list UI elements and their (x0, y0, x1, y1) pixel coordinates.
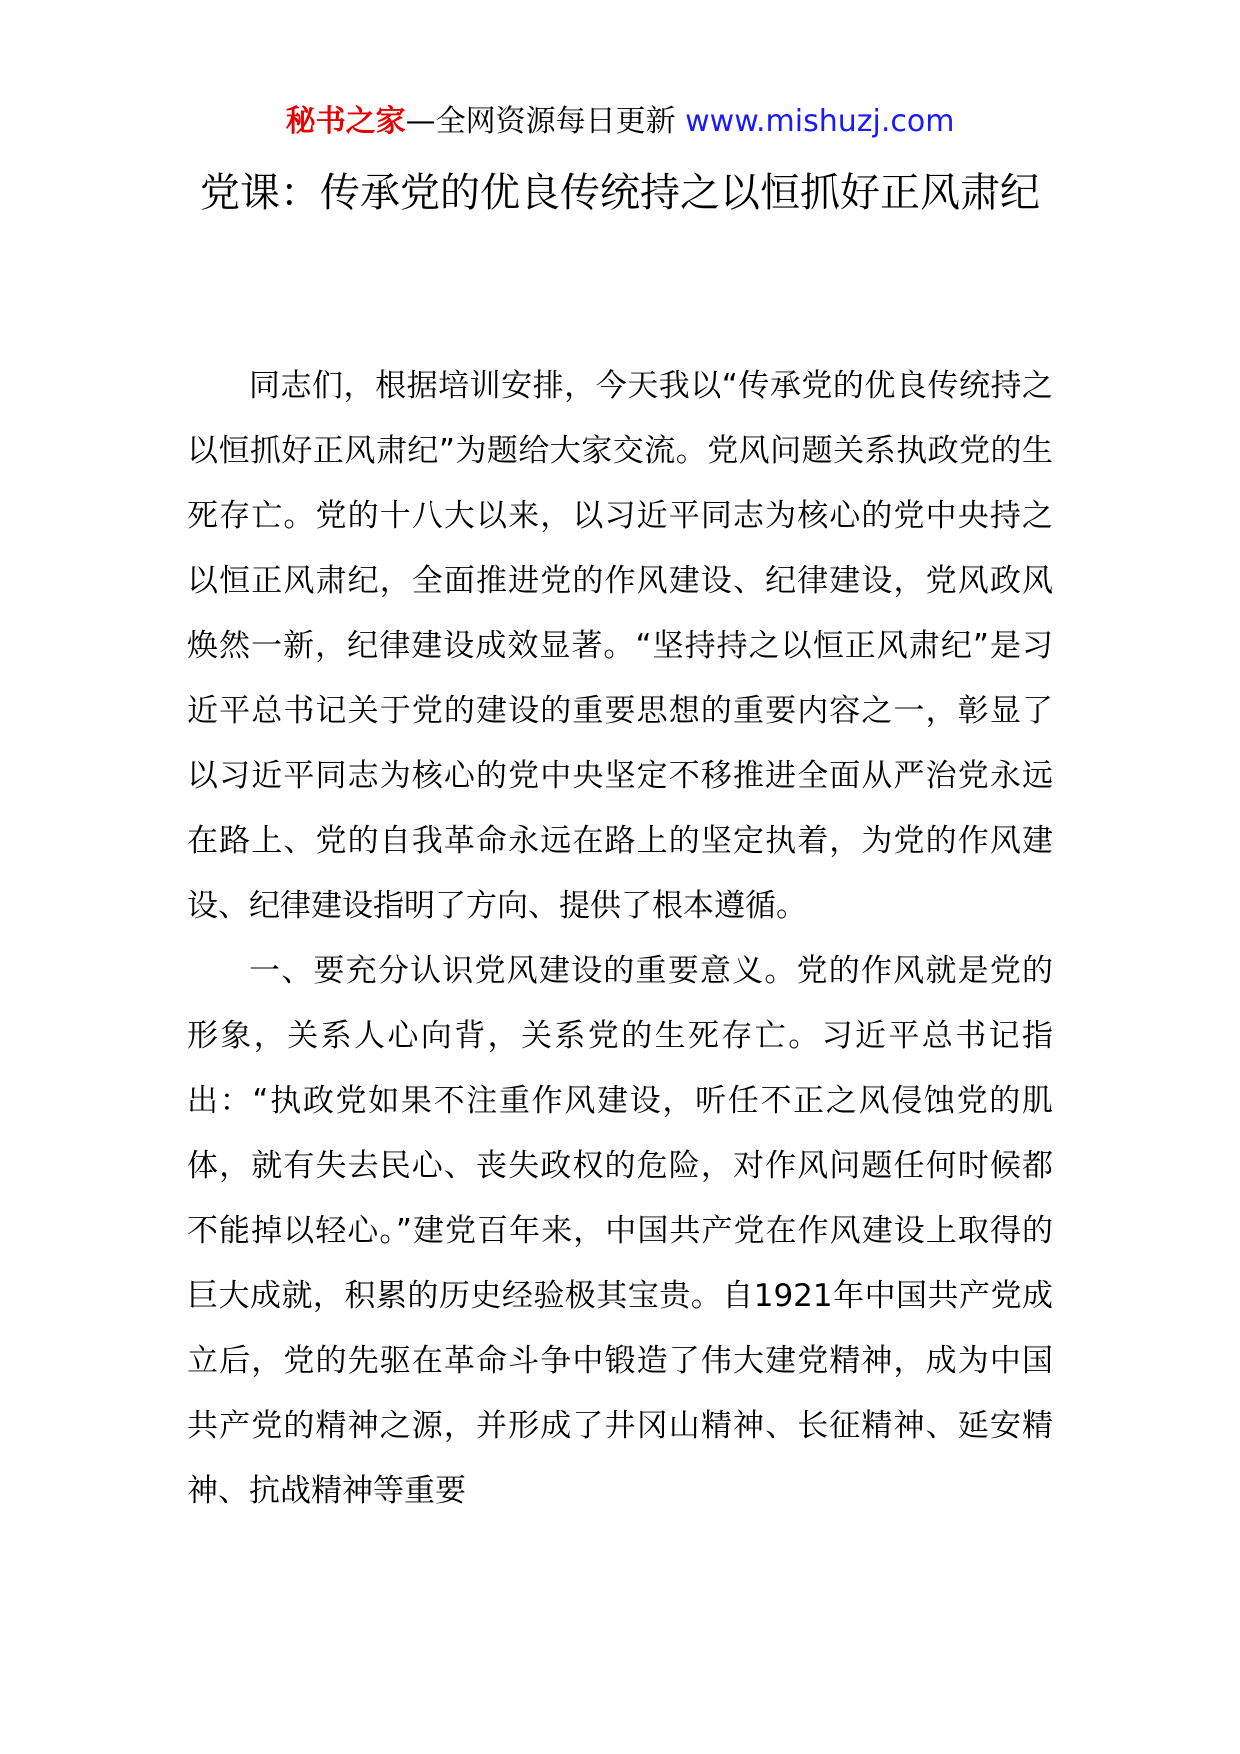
site-url-link[interactable]: www.mishuzj.com (685, 104, 955, 139)
site-slogan: —全网资源每日更新 (405, 104, 676, 139)
document-title: 党课：传承党的优良传统持之以恒抓好正风肃纪 (200, 170, 1040, 216)
site-brand: 秘书之家 (285, 104, 406, 139)
body-paragraph-1: 同志们，根据培训安排，今天我以“传承党的优良传统持之以恒抓好正风肃纪”为题给大家交流。党风问题关系执政党的生死存亡。党的十八大以来，以习近平同志为核心的党中央持之以恒正风肃纪，全面推进党的作风建设、纪律建设，党风政风焕然一新，纪律建设成效显著。“坚持持之以恒正风肃纪”是习近平总书记关于党的建设的重要思想的重要内容之一，彰显了以习近平同志为核心的党中央坚定不移推进全面从严治党永远在路上、党的自我革命永远在路上的坚定执着，为党的作风建设、纪律建设指明了方向、提供了根本遵循。 (187, 368, 1053, 924)
body-paragraph-2: 一、要充分认识党风建设的重要意义。党的作风就是党的形象，关系人心向背，关系党的生死存亡。习近平总书记指出：“执政党如果不注重作风建设，听任不正之风侵蚀党的肌体，就有失去民心、丧失政权的危险，对作风问题任何时候都不能掉以轻心。”建党百年来，中国共产党在作风建设上取得的巨大成就，积累的历史经验极其宝贵。自1921年中国共产党成立后，党的先驱在革命斗争中锻造了伟大建党精神，成为中国共产党的精神之源，并形成了井冈山精神、长征精神、延安精神、抗战精神等重要 (187, 953, 1053, 1509)
document-body (187, 354, 1053, 1524)
site-header (0, 100, 1240, 144)
